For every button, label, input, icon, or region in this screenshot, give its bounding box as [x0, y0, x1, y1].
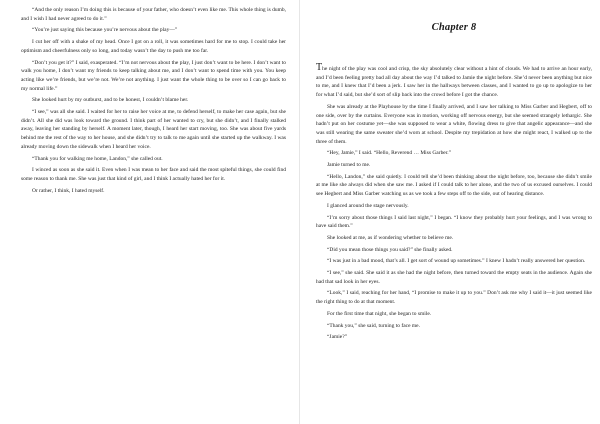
right-paragraph-4: Jamie turned to me. — [327, 162, 371, 169]
right-paragraph-5: “Hello, Landon,” she said quietly. I could tell she’d been thinking about the night before, too, because she didn’t smile at me like she always did when she saw me. I asked if I could talk to her alone, and the two of us excused ourselves. I could see Hegbert and Miss Garber watching us as we took a few steps off to the side, out of hearing distance. — [316, 173, 592, 198]
right-paragraph-1 — [316, 64, 592, 100]
left-paragraph-2: “You’re just saying this because you’re nervous about the play—” — [32, 27, 178, 34]
left-paragraph-9: Or rather, I think, I hated myself. — [32, 187, 105, 194]
left-paragraph-4: “Don’t you get it?” I said, exasperated. “I’m not nervous about the play, I just don’t want to be here. I don’t want to walk you home, I don’t want my friends to keep talking about me, and I don’t want to spend time with you. You keep acting like we’re friends, but we’re not. We’re not anything. I just want the whole thing to be over so I can go back to my normal life.” — [21, 59, 286, 92]
drop-cap-letter: T — [316, 62, 323, 73]
left-paragraph-6: “I see,” was all she said. I waited for her to raise her voice at me, to defend herself, to make her case again, but she didn’t. All she did was look toward the ground. I think part of her wanted to cry, but she didn’t, and I finally stalked away, leaving her standing by herself. A moment later, though, I heard her start moving, too. She was about five yards behind me the rest of the way to her house, and she didn’t try to talk to me again until she started up the walkway. I was already moving down the sidewalk when I heard her voice. — [21, 109, 286, 150]
page-gutter — [299, 0, 300, 424]
left-paragraph-7: “Thank you for walking me home, Landon,” she called out. — [32, 155, 163, 162]
left-paragraph-1: “And the only reason I’m doing this is because of your father, who doesn’t even like me. This whole thing is dumb, and I wish I had never agreed to do it.” — [21, 7, 286, 22]
right-paragraph-2: She was already at the Playhouse by the time I finally arrived, and I saw her talking to Miss Garber and Hegbert, off to one side, over by the curtains. Everyone was in motion, working off nervous energy, but she seemed strangely lethargic. She hadn’t put on her costume yet—she was supposed to wear a white, flowing dress to give that angelic appearance—and she was still wearing the same sweater she’d worn at school. Despite my trepidation at how she might react, I walked up to the three of them. — [316, 103, 592, 145]
chapter-title: Chapter 8 — [431, 22, 477, 33]
right-paragraph-14: “Thank you,” she said, turning to face me. — [327, 322, 420, 329]
right-page — [308, 0, 600, 424]
right-paragraph-6: I glanced around the stage nervously. — [327, 202, 409, 209]
left-paragraph-3: I cut her off with a shake of my head. Once I got on a roll, it was sometimes hard for me to stop. I could take her optimism and cheerfulness only so long, and today wasn’t the day to push me too far. — [21, 39, 286, 54]
right-paragraph-3: “Hey, Jamie,” I said. “Hello, Reverend … Miss Garber.” — [327, 150, 452, 157]
left-page — [0, 0, 292, 424]
right-paragraph-13: For the first time that night, she began to smile. — [327, 310, 432, 317]
right-paragraph-11: “I see,” she said. She said it as she had the night before, then turned toward the empty seats in the audience. Again she had that sad look in her eyes. — [316, 270, 592, 285]
right-paragraph-15: “Jamie?” — [327, 334, 348, 341]
right-paragraph-10: “I was just in a bad mood, that’s all. I get sort of wound up sometimes.” I knew I hadn’t really answered her question. — [327, 258, 586, 265]
left-paragraph-5: She looked hurt by my outburst, and to be honest, I couldn’t blame her. — [32, 97, 189, 104]
right-paragraph-12: “Look,” I said, reaching for her hand, “I promise to make it up to you.” Don’t ask me why I said it—it just seemed like the right thing to do at that moment. — [316, 290, 592, 306]
right-paragraph-7: “I’m sorry about those things I said last night,” I began. “I know they probably hurt your feelings, and I was wrong to have said them.” — [316, 214, 592, 230]
right-paragraph-8: She looked at me, as if wondering whether to believe me. — [327, 234, 454, 241]
left-paragraph-8: I winced as soon as she said it. Even when I was mean to her face and said the most spiteful things, she could find some reason to thank me. She was just that kind of girl, and I think I actually hated her for it. — [21, 167, 286, 182]
right-paragraph-1-text: he night of the play was cool and crisp, the sky absolutely clear without a hint of clouds. We had to arrive an hour early, and I’d been feeling pretty bad all day about the way I’d talked to Jamie the night before. She’d never been anything but nice to me, and I knew that I’d been a jerk. I saw her in the hallways between classes, and I wanted to go up to apologize to her for what I’d said, but she’d sort of slip back into the crowd before I got the chance. — [316, 66, 592, 99]
right-page-body — [316, 64, 592, 342]
right-paragraph-9: “Did you mean those things you said?” she finally asked. — [327, 246, 453, 253]
